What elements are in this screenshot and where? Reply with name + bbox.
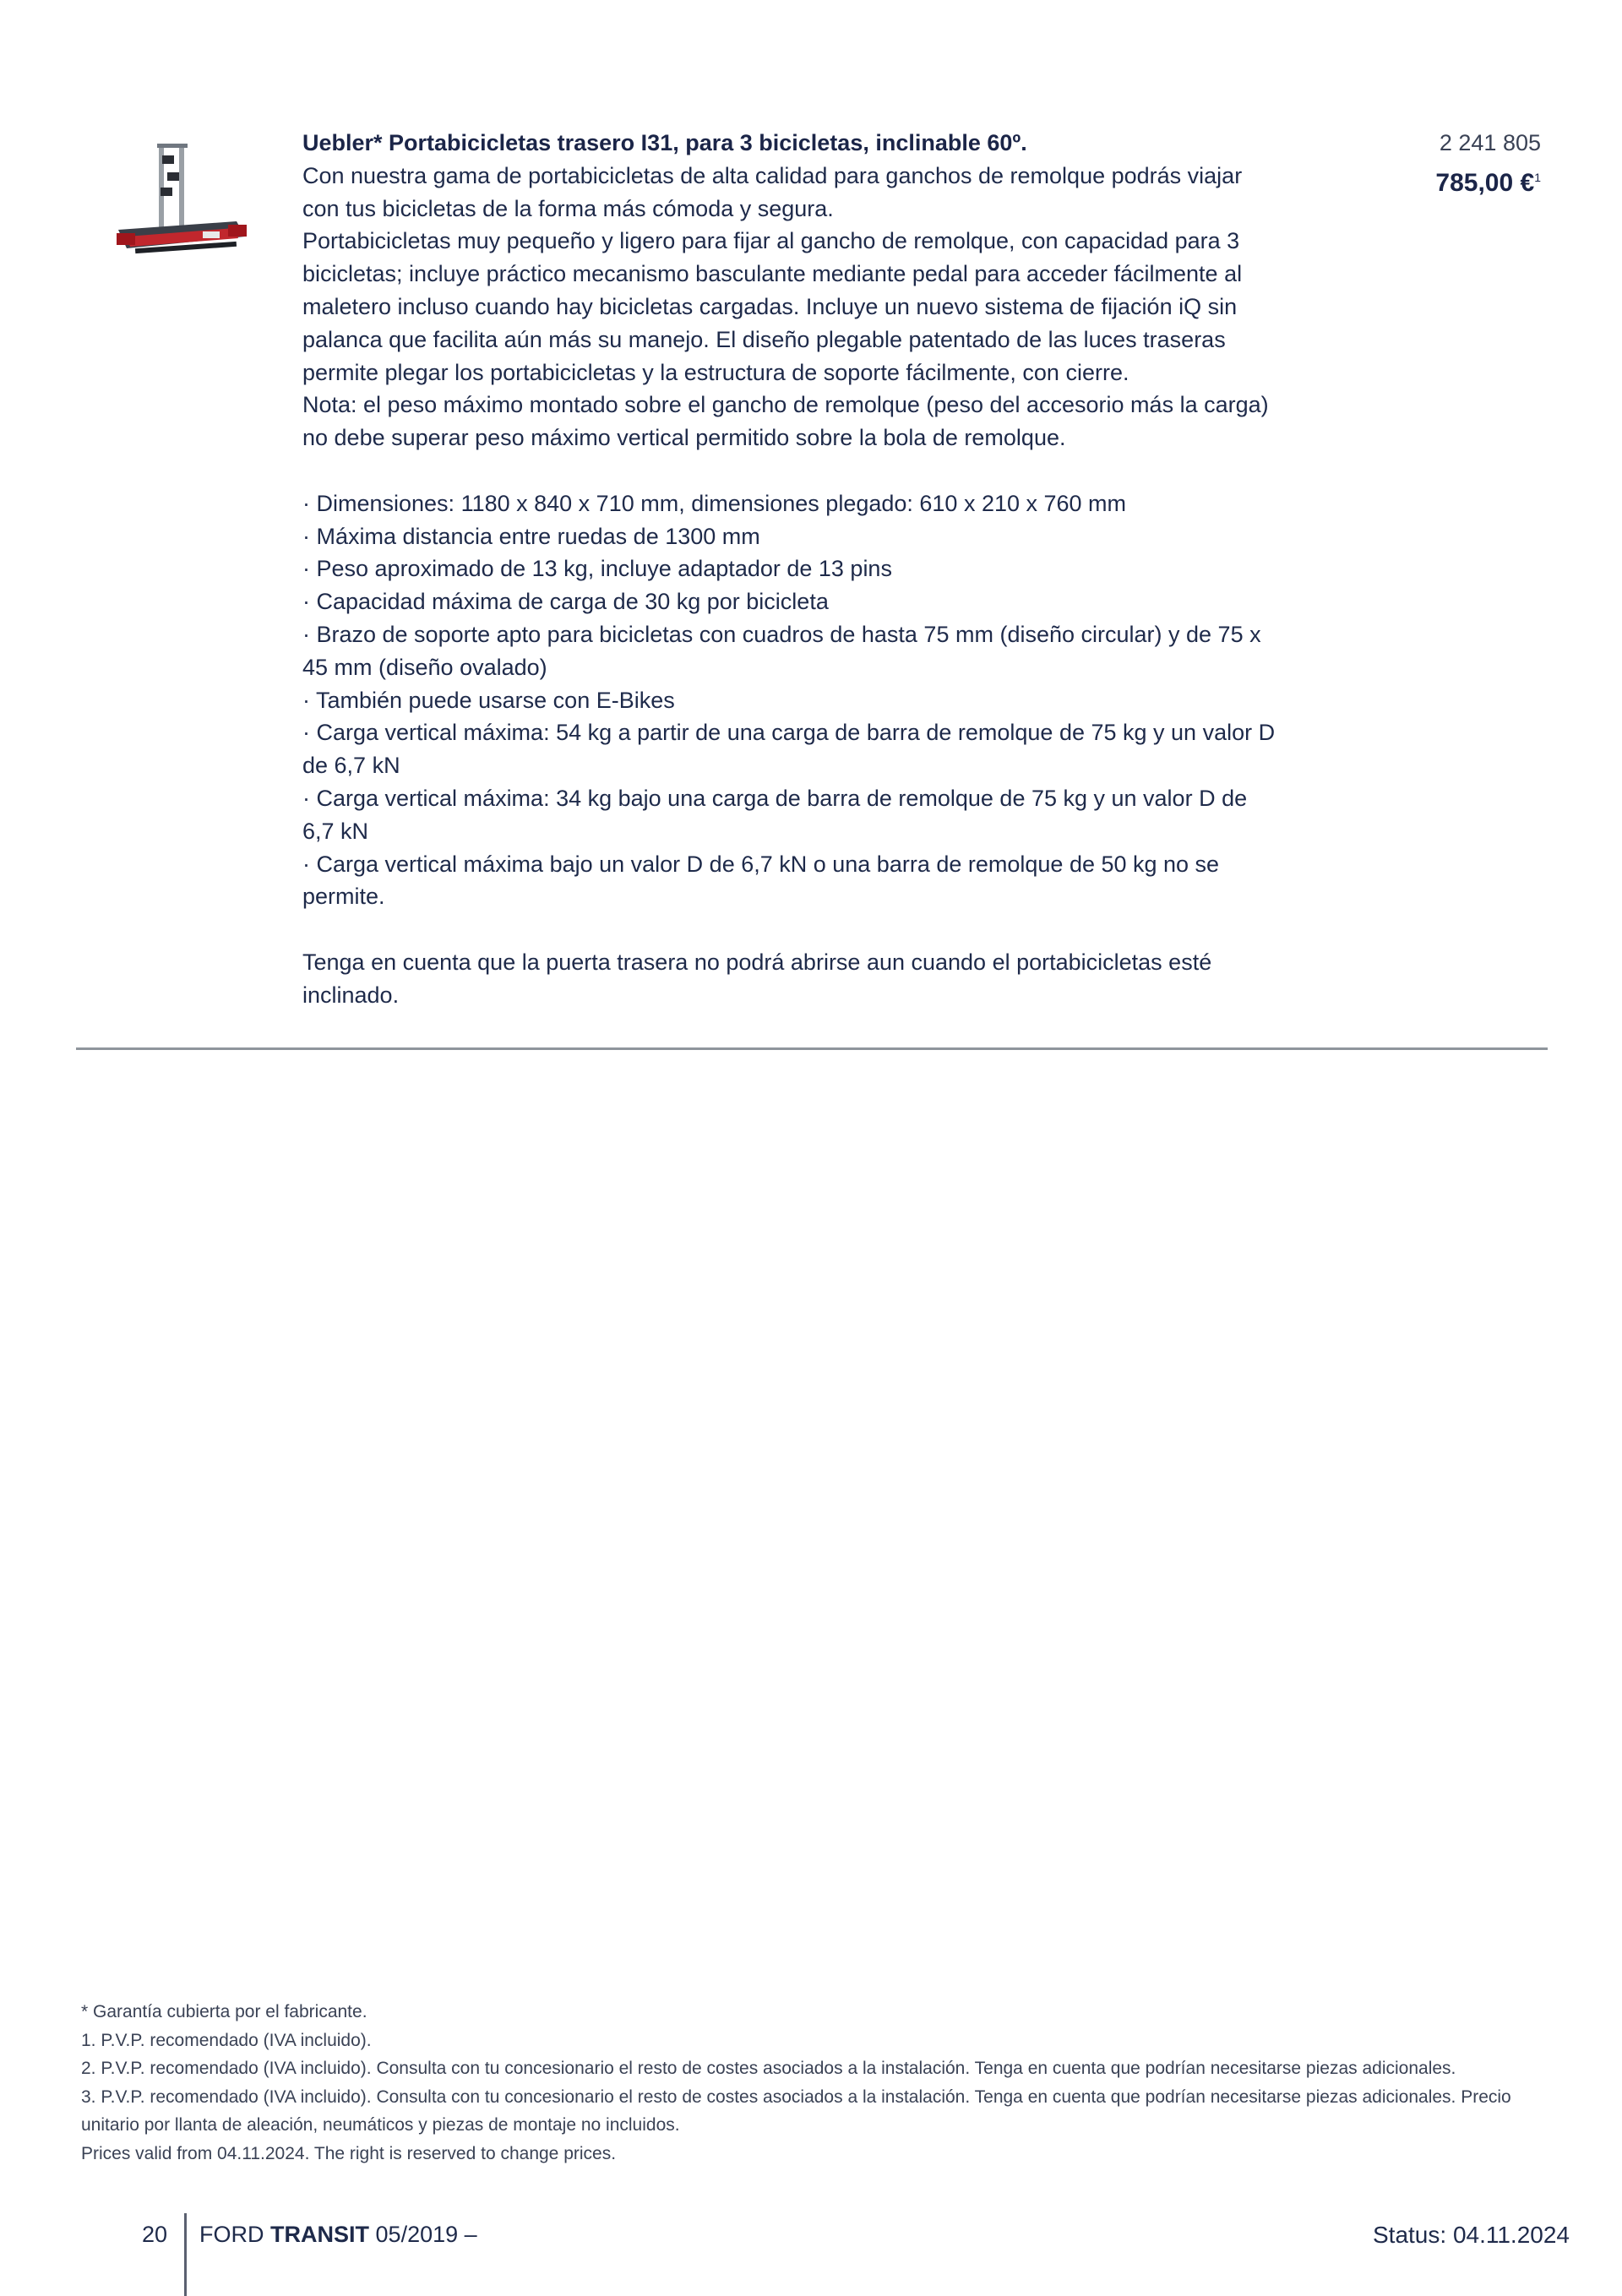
description-paragraph: Con nuestra gama de portabicicletas de alta calidad para ganchos de remolque podrás viajar con tus bicicletas de la forma más cómoda y segura. [302, 162, 1243, 221]
spec-list [302, 487, 1282, 913]
spec-item: · Dimensiones: 1180 x 840 x 710 mm, dimensiones plegado: 610 x 210 x 760 mm [302, 490, 1127, 516]
description-paragraph: Nota: el peso máximo montado sobre el gancho de remolque (peso del accesorio más la carga) no debe superar peso máximo vertical permitido sobre la bola de remolque. [302, 392, 1269, 451]
spec-item: · Carga vertical máxima: 34 kg bajo una carga de barra de remolque de 75 kg y un valor D de 6,7 kN [302, 785, 1248, 844]
bike-carrier-image [110, 135, 279, 270]
model-version: 05/2019 – [375, 2222, 477, 2247]
brand-name: FORD [199, 2222, 264, 2247]
price-footnote-ref: 1 [1534, 170, 1541, 184]
status-date: Status: 04.11.2024 [1373, 2222, 1570, 2248]
spec-item: · Brazo de soporte apto para bicicletas con cuadros de hasta 75 mm (diseño circular) y de 75 x 45 mm (diseño ovalado) [302, 621, 1261, 680]
spec-item: · Máxima distancia entre ruedas de 1300 mm [302, 523, 760, 549]
footnote: * Garantía cubierta por el fabricante. [81, 2002, 367, 2021]
spec-item: · También puede usarse con E-Bikes [302, 687, 675, 713]
price-value: 785,00 € [1435, 168, 1535, 197]
spec-item: · Carga vertical máxima bajo un valor D de 6,7 kN o una barra de remolque de 50 kg no se permite. [302, 851, 1220, 910]
spec-item: · Carga vertical máxima: 54 kg a partir de una carga de barra de remolque de 75 kg y un valor D de 6,7 kN [302, 720, 1276, 779]
product-details [302, 127, 1282, 1035]
price [1435, 161, 1541, 200]
model-label [199, 2222, 477, 2248]
price-block [1435, 127, 1541, 200]
section-divider [76, 1047, 1548, 1050]
spec-item: · Capacidad máxima de carga de 30 kg por bicicleta [302, 589, 829, 615]
product-note: Tenga en cuenta que la puerta trasera no podrá abrirse aun cuando el portabicicletas esté inclinado. [302, 949, 1212, 1008]
product-title: Uebler* Portabicicletas trasero I31, para 3 bicicletas, inclinable 60º. [302, 130, 1027, 155]
part-number: 2 241 805 [1439, 130, 1541, 155]
model-name: TRANSIT [270, 2222, 370, 2247]
footnote: 2. P.V.P. recomendado (IVA incluido). Consulta con tu concesionario el resto de costes asociados a la instalación. Tenga en cuenta que podrían necesitarse piezas adicionales. [81, 2059, 1456, 2078]
spec-item: · Peso aproximado de 13 kg, incluye adaptador de 13 pins [302, 556, 892, 582]
footnotes [81, 1998, 1568, 2168]
footnote: 1. P.V.P. recomendado (IVA incluido). [81, 2030, 372, 2050]
footnote: 3. P.V.P. recomendado (IVA incluido). Consulta con tu concesionario el resto de costes asociados a la instalación. Tenga en cuenta que podrían necesitarse piezas adicionales. Precio unitario por llanta de aleación, neumáticos y piezas de montaje no incluidos. [81, 2087, 1511, 2135]
product-description [302, 160, 1282, 454]
page-number: 20 [142, 2222, 168, 2247]
footnote: Prices valid from 04.11.2024. The right is reserved to change prices. [81, 2143, 617, 2163]
description-paragraph: Portabicicletas muy pequeño y ligero para fijar al gancho de remolque, con capacidad para 3 bicicletas; incluye práctico mecanismo basculante mediante pedal para acceder fácilmente al maletero incluso cuando hay bicicletas cargadas. Incluye un nuevo sistema de fijación iQ sin palanca que facilita aún más su manejo. El diseño plegable patentado de las luces traseras permite plegar los portabicicletas y la estructura de soporte fácilmente, con cierre. [302, 228, 1243, 385]
page-footer [0, 2213, 1622, 2296]
footer-divider [184, 2213, 187, 2296]
